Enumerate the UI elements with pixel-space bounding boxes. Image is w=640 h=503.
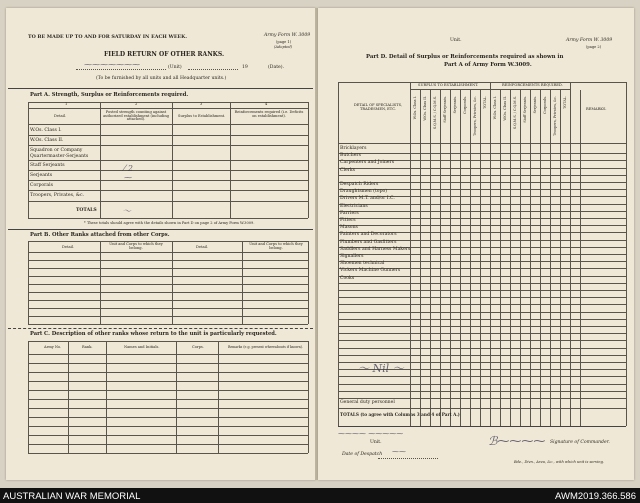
remarks-head: REMARKS.	[586, 107, 607, 111]
col-num: 1	[65, 102, 68, 106]
col-num: 2	[135, 102, 138, 106]
trade-row-label: Shoemen technical	[340, 261, 385, 267]
sub-column-label: Serjeants.	[453, 96, 457, 114]
blank-row-line	[338, 398, 626, 399]
trade-row-label: Fitters	[340, 218, 356, 223]
trade-row-line	[338, 276, 626, 277]
form-title: FIELD RETURN OF OTHER RANKS.	[104, 51, 225, 58]
date-of-despatch-label: Date of Despatch	[342, 452, 383, 457]
col-num: 4	[265, 102, 268, 106]
row-label: Corporals	[30, 183, 53, 188]
totals-label: TOTALS	[76, 208, 97, 213]
detail-head: DETAIL OF SPECIALISTS, TRADESMEN, ETC.	[353, 103, 403, 111]
col-head: Army No.	[44, 345, 62, 349]
part-d-title: Part D. Detail of Surplus or Reinforcements required as shown in	[366, 54, 564, 60]
date-line: (Date).	[268, 65, 285, 70]
trade-row-label: Plumbers and Gasfitters	[340, 239, 397, 245]
year-line: 19	[242, 65, 248, 70]
col-head: Rank.	[82, 345, 93, 349]
part-a-footnote: * These totals should agree with the details shown in Part D on page 2 of Army Form W.3009.	[84, 221, 255, 225]
col-head: Unit and Corps to which they belong.	[109, 242, 163, 250]
archive-id: AWM2019.366.586	[555, 491, 636, 502]
handwritten-unit: ⁓⁓⁓⁓⁓⁓⁓	[84, 60, 140, 69]
blank-row-line	[338, 319, 626, 320]
unit-label: Unit.	[450, 38, 462, 43]
trade-row-label: Drivers M.T. and/or I.C.	[340, 196, 395, 202]
trade-row-label: Vickers Machine Gunners	[340, 268, 401, 274]
handwritten-total: 〜	[122, 207, 132, 217]
col-head: Remarks (e.g. present whereabouts if known).	[228, 345, 303, 349]
sub-column-label: W.Os. Class I.	[413, 96, 417, 120]
row-label: Serjeants	[30, 173, 53, 178]
col-head: Unit and Corps to which they belong.	[249, 242, 303, 250]
trade-row-label: Farriers	[340, 210, 359, 216]
blank-row-line	[338, 355, 626, 356]
col-head: Detail.	[62, 245, 75, 249]
trade-row-line	[338, 168, 626, 169]
trade-row-label: Electricians	[340, 203, 368, 209]
part-b-title: Part B. Other Ranks attached from other Corps.	[30, 232, 170, 238]
trade-row-label: Butchers	[340, 153, 361, 159]
part-a-title: Part A. Strength, Surplus or Reinforcements required.	[30, 92, 189, 98]
handwritten-date: ⁓⁓	[392, 448, 406, 456]
sub-column-label: Staff Serjeants.	[443, 96, 447, 123]
sub-column-label: Serjeants.	[533, 96, 537, 114]
sub-column-label: Staff Serjeants.	[523, 96, 527, 123]
top-note: TO BE MADE UP TO AND FOR SATURDAY IN EACH WEEK.	[28, 34, 188, 40]
army-form-label: Army Form W. 3009	[264, 33, 311, 38]
blank-row-line	[338, 333, 626, 334]
handwritten-signature: ℬ⁓⁓⁓⁓	[488, 434, 546, 448]
blank-row-line	[338, 348, 626, 349]
adopted-label: (Adopted)	[274, 45, 293, 49]
page-number: (page 1)	[276, 40, 292, 44]
trade-row-line	[338, 182, 626, 183]
row-label: Squadron or Company Quartermaster-Serjeants	[30, 148, 89, 159]
signature-note: Bde., Divn., Area, &c., with which unit is serving.	[514, 460, 605, 464]
blank-row-line	[338, 376, 626, 377]
trade-row-label: Bricklayers	[340, 146, 367, 151]
row-label: W.Os. Class I.	[30, 128, 62, 133]
col-head: Corps.	[192, 345, 204, 349]
blank-row-line	[338, 304, 626, 305]
left-page	[6, 8, 316, 480]
blank-row-line	[338, 297, 626, 298]
sub-column-label: Corporals.	[543, 96, 547, 115]
trade-row-line	[338, 175, 626, 176]
sub-column-label: S.Q.M.S. / C.Q.M.S.	[433, 96, 437, 130]
totals-row-label: TOTALS (to agree with Columns 3 and 4 of Part A.)	[340, 412, 460, 417]
trade-row-label: Masons	[340, 225, 358, 231]
col-head-surplus: Surplus to Establishment.	[178, 114, 226, 118]
trade-row-label: Carpenters and Joiners	[340, 160, 395, 166]
trade-row-line	[338, 204, 626, 205]
blank-row-line	[338, 312, 626, 313]
page-number-2: (page 2)	[586, 45, 602, 49]
commander-signature-label: Signature of Commander.	[550, 440, 610, 445]
trade-row-line	[338, 218, 626, 219]
col-head: Detail.	[196, 245, 209, 249]
right-page	[318, 8, 634, 480]
sub-column-label: W.Os. Class I.	[493, 96, 497, 120]
trade-row-label: Cooks	[340, 275, 355, 281]
sub-column-label: TOTAL.	[563, 96, 567, 109]
col-head-reinforcements: Reinforcements required (i.e. Deficits on establishment).	[234, 110, 304, 118]
trade-row-line	[338, 153, 626, 154]
unit-signature-label: Unit.	[370, 440, 382, 445]
trade-row-label: Signallers	[340, 254, 364, 259]
sub-column-label: Troopers, Privates, &c.	[553, 96, 557, 136]
general-duty-label: General duty personnel	[340, 400, 395, 405]
sub-column-label: S.Q.M.S. / C.Q.M.S.	[513, 96, 517, 130]
row-label: Staff Serjeants	[30, 163, 65, 168]
trade-row-line	[338, 225, 626, 226]
sub-column-label: W.Os. Class II.	[503, 96, 507, 121]
reinforcements-head: REINFORCEMENTS REQUIRED.	[502, 83, 563, 87]
archive-name: AUSTRALIAN WAR MEMORIAL	[3, 491, 141, 502]
sub-column-label: W.Os. Class II.	[423, 96, 427, 121]
army-form-label-2: Army Form W. 3009	[566, 38, 613, 43]
trade-row-line	[338, 211, 626, 212]
trade-row-label: Painters and Decorators	[340, 232, 397, 238]
surplus-head: SURPLUS TO ESTABLISHMENT.	[418, 83, 479, 87]
col-num: 3	[200, 102, 203, 106]
row-label: W.Os. Class II.	[30, 138, 64, 143]
unit-line: (Unit)	[168, 65, 182, 70]
trade-row-line	[338, 254, 626, 255]
handwritten-entries: ⁄ 2 ⁓	[124, 164, 133, 182]
handwritten-note: 〜 Nil 〜	[358, 362, 404, 375]
blank-row-line	[338, 391, 626, 392]
trade-row-label: Despatch Riders	[340, 182, 379, 187]
sub-column-label: Corporals.	[463, 96, 467, 115]
blank-row-line	[338, 340, 626, 341]
archive-footer	[0, 488, 640, 503]
sub-column-label: Troopers, Privates, &c.	[473, 96, 477, 136]
col-head-posted: Posted strength counting against authorized establishment (including attached).	[103, 110, 169, 122]
col-head: Names and Initials.	[124, 345, 160, 349]
part-c-title: Part C. Description of other ranks whose return to the unit is particularly requested.	[30, 331, 277, 337]
row-label: Troopers, Privates, &c.	[30, 193, 84, 198]
blank-row-line	[338, 290, 626, 291]
trade-row-label: Draughtsmen (topo)	[340, 189, 388, 195]
blank-row-line	[338, 326, 626, 327]
col-head-detail: Detail.	[54, 114, 67, 118]
sub-column-label: TOTAL.	[483, 96, 487, 109]
part-d-title-2: Part A of Army Form W.3009.	[444, 62, 532, 68]
trade-row-label: Clerks	[340, 167, 356, 173]
trade-row-line	[338, 283, 626, 284]
handwritten-unit-sig: ⁓⁓⁓⁓ ⁓⁓⁓⁓⁓	[338, 430, 404, 438]
blank-row-line	[338, 384, 626, 385]
furnished-note: (To be furnished by all units and all Headquarter units.)	[96, 76, 227, 81]
trade-row-label: Saddlers and Harness Makers	[340, 246, 411, 252]
